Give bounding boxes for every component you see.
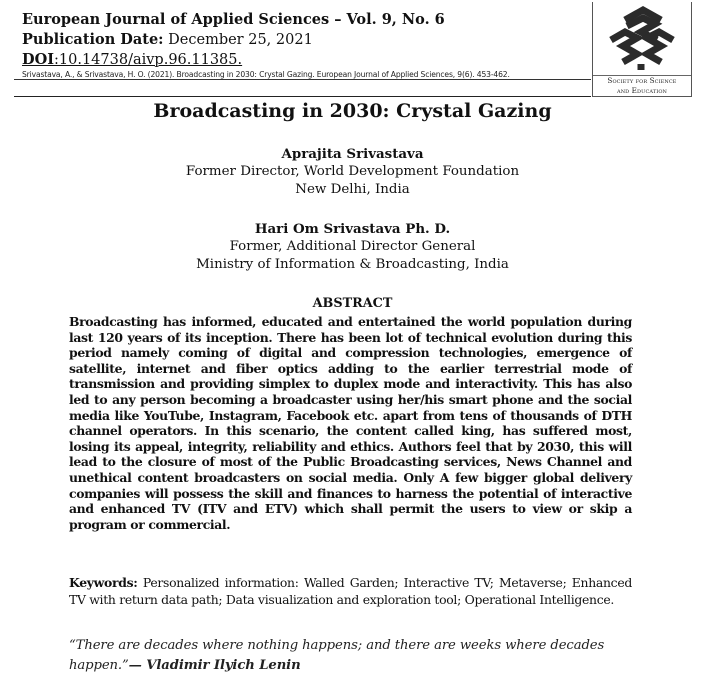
author-block-1 <box>0 145 705 199</box>
publisher-name: Society for Science and Education <box>593 75 691 95</box>
keywords-label: Keywords: <box>69 575 138 590</box>
epigraph-quote <box>69 636 632 675</box>
publisher-logo <box>592 2 692 97</box>
publication-date: Publication Date: December 25, 2021 <box>22 31 313 48</box>
doi-link[interactable]: DOI:10.14738/aivp.96.11385. <box>22 51 243 68</box>
paper-title: Broadcasting in 2030: Crystal Gazing <box>153 100 552 122</box>
quote-attribution: — Vladimir Ilyich Lenin <box>128 657 301 673</box>
quote-text: “There are decades where nothing happens; and there are weeks where decades happen.” <box>69 638 605 673</box>
journal-header <box>22 10 445 70</box>
sse-logo-icon <box>603 6 681 74</box>
author-affiliation: Former, Additional Director General <box>229 239 476 254</box>
header-divider <box>14 79 591 80</box>
author-location: New Delhi, India <box>295 182 410 197</box>
abstract-text: Broadcasting has informed, educated and entertained the world population during last 120 years of its inception. There has been lot of technical evolution during this period namely coming of digital and compression technologies, emergence of satellite, internet and fiber optics adding to the earlier terrestrial mode of transmission and providing simplex to duplex mode and interactivity. This has also led to any person becoming a broadcaster using her/his smart phone and the social media like YouTube, Instagram, Facebook etc. apart from tens of thousands of DTH channel operators. In this scenario, the content called king, has suffered most, losing its appeal, integrity, reliability and ethics. Authors feel that by 2030, this will lead to the closure of most of the Public Broadcasting services, News Channel and unethical content broadcasters on social media. Only A few bigger global delivery companies will possess the skill and finances to harness the potential of interactive and enhanced TV (ITV and ETV) which shall permit the users to view or skip a program or commercial. <box>69 314 632 532</box>
author-name: Aprajita Srivastava <box>281 146 424 162</box>
abstract-heading: ABSTRACT <box>312 296 393 311</box>
header-bottom-rule <box>14 96 591 97</box>
author-location: Ministry of Information & Broadcasting, India <box>196 257 509 272</box>
author-name: Hari Om Srivastava Ph. D. <box>254 221 451 237</box>
keywords-list: Personalized information: Walled Garden; Interactive TV; Metaverse; Enhanced TV with return data path; Data visualization and exploration tool; Operational Intelligence. <box>69 575 632 607</box>
journal-name: European Journal of Applied Sciences – Vol. 9, No. 6 <box>22 11 445 28</box>
author-block-2 <box>0 220 705 274</box>
author-affiliation: Former Director, World Development Foundation <box>185 164 520 179</box>
citation-line: Srivastava, A., & Srivastava, H. O. (2021). Broadcasting in 2030: Crystal Gazing. European Journal of Applied Sciences, 9(6). 453-462. <box>22 70 510 79</box>
keywords <box>69 575 632 608</box>
